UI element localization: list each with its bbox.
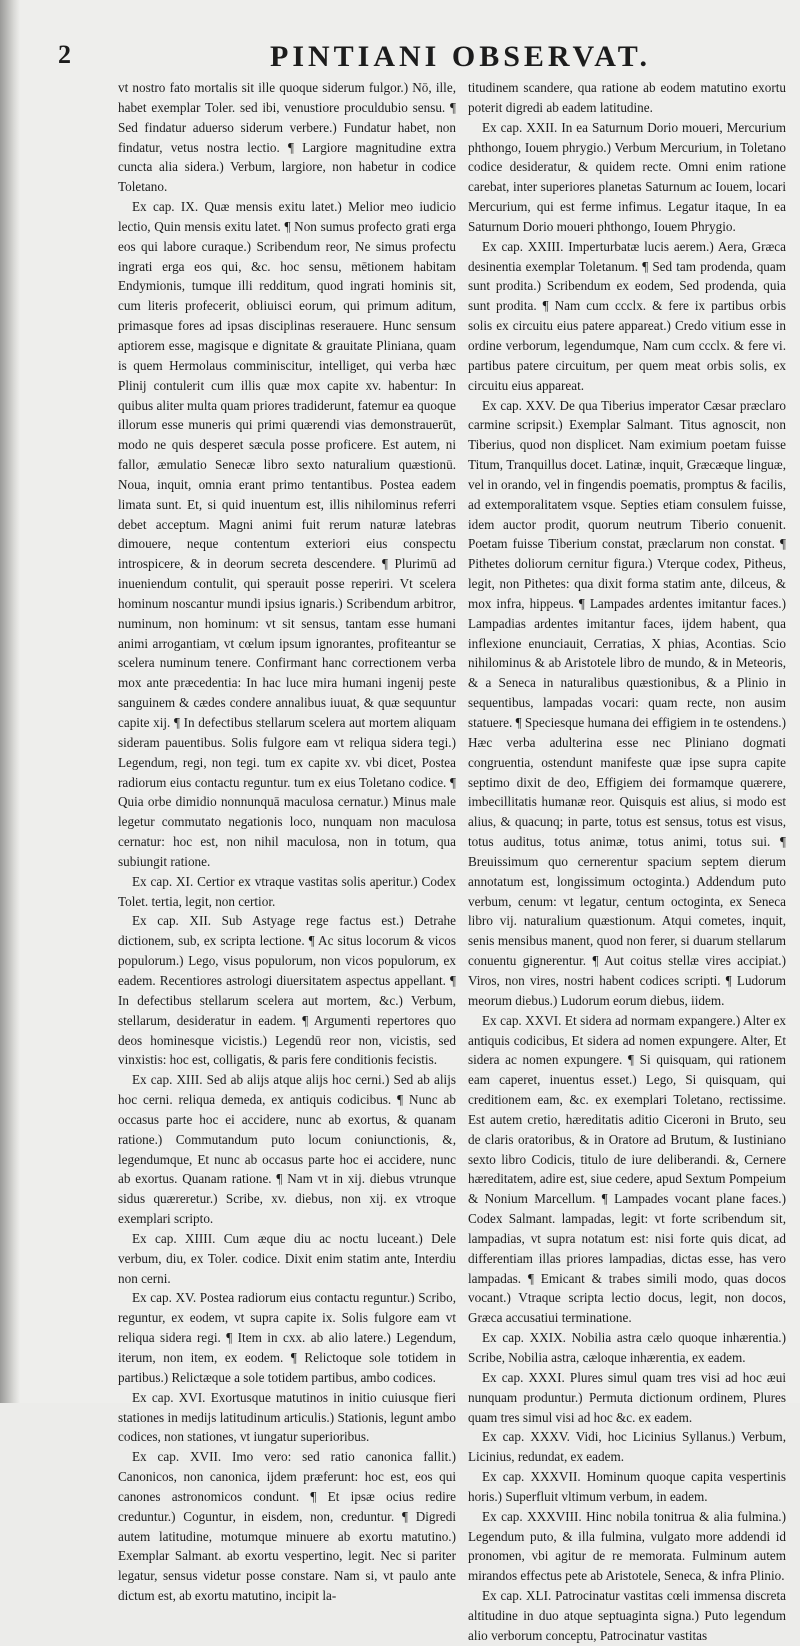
paragraph: titudinem scandere, qua ratione ab eodem matutino exortu poterit digredi ab eadem latitudine. <box>468 80 786 115</box>
paragraph: Ex cap. XXV. De qua Tiberius imperator Cæsar præclaro carmine scripsit.) Exemplar Salmant. Titus agnoscit, non Tiberius, quod non displicet. Nam eximium poetam fuisse Titum, Tranquillus docet. Latinæ, inquit, Græcæque linguæ, vel in orando, vel in fingendis poematis, promptus & facilis, ad extemporalitatem vsque. Septies etiam consulem fuisse, idem auctor prodit, quorum neutrum Tiberio conuenit. Poetam fuisse Tiberium constat, præclarum non constat. ¶ Pithetes doliorum cernitur figura.) Vterque codex, Pitheus, legit, non Pithetes: qua dixit forma statim ante, dilceus, & mox infra, hippeus. ¶ Lampades ardentes imitantur faces.) Lampadias ardentes imitantur faces, ijdem habent, qua inflexione enunciauit, Cerratias, X phias, Acontias. Scio nihilominus & ab Aristotele libro de mundo, & in Meteoris, & a Seneca in naturalibus quæstionibus, & a Plinio in sequentibus, lampadas vocari: quam recte, non ausim statuere. ¶ Speciesque humana dei effigiem in te ostendens.) Hæc verba adulterina esse nec Pliniano dogmati congruentia, ostendunt manifeste quæ ipse supra capite septimo dixit de deo, Effigiem dei formamque quærere, imbecillitatis humanæ reor. Quisquis est alius, si modo est alius, & quacunq; in parte, totus est sensus, totus est visus, totus auditus, totus animæ, totus animi, totus sui. ¶ Breuissimum quo cernerentur spacium septem dierum annotatum est, longissimum octoginta.) Addendum puto verbum, cenum: vt legatur, centum octoginta, ex Seneca libro vij. naturalium quæstionum. Atqui cometes, inquit, senis mensibus manent, quod non ferer, si duarum stellarum conuentu gignerentur. ¶ Aut coitus stellæ vires accipiat.) Viros, non vires, nostri habent codices scripti. ¶ Ludorum meorum diebus.) Ludorum eorum diebus, iidem. <box>468 397 786 1008</box>
paragraph: Ex cap. XI. Certior ex vtraque vastitas solis aperitur.) Codex Tolet. tertia, legit, non certior. <box>118 873 456 909</box>
paragraph: Ex cap. XXVI. Et sidera ad normam expangere.) Alter ex antiquis codicibus, Et sidera ad nomen expungere. Alter, Et sidera ac nomen expungere. ¶ Si quisquam, qui rationem eam caperet, inuentus esset.) Lego, Si quisquam, qui creditionem eam, &c. ex exemplari Toletano, rectissime. Est autem cretio, hæreditatis aditio Ciceroni in Bruto, seu de claris oratoribus, & in Oratore ad Brutum, & Iustiniano sexto libro Codicis, titulo de iure deliberandi. &, Cernere hæreditatem, adire est, siue cedere, apud Sextum Pompeium & Nonium Marcellum. ¶ Lampades vocant plane faces.) Codex Salmant. lampadas, legit: vt forte scribendum sit, lampadias, vt supra notatum est: nisi forte quis dicat, ad differentiam illas priores lampadias, dictas esse, has vero lampadas. ¶ Emicant & trabes simili modo, quas docos vocant.) Vtraque scripta lectio docus, legit, non docos, Græca accusatiui terminatione. <box>468 1012 786 1326</box>
right-column <box>468 78 786 1646</box>
left-column <box>118 78 456 1606</box>
paragraph: Ex cap. XXXV. Vidi, hoc Licinius Syllanus.) Verbum, Licinius, redundat, ex eadem. <box>468 1429 786 1465</box>
paragraph: Ex cap. XII. Sub Astyage rege factus est.) Detrahe dictionem, sub, ex scripta lectione. ¶ Ac situs locorum & vicos populorum.) Lego, visus populorum, non vicos populorum, ex eadem. Recentiores astrologi diuersitatem aspectus appellant. ¶ In defectibus stellarum scelera aut mortem, &c.) Verbum, stellarum, desideratur in eadem. ¶ Argumenti repertores quo deos hominesque vicistis.) Legendū reor non, vicistis, sed vinxistis: hoc est, colligatis, & paris fere conditionis fecistis. <box>118 913 456 1068</box>
paragraph: Ex cap. IX. Quæ mensis exitu latet.) Melior meo iudicio lectio, Quin mensis exitu latet. ¶ Non sumus profecto grati erga eos qui labore curaque.) Scribendum reor, Ne simus profectu ingrati erga eos qui, &c. hoc sensu, mētionem habitam Endymionis, tumque illi redditum, quod ingrati hominis sit, cum literis profecerit, obliuisci eorum, qui primum aditum, primasque fores ad ipsas disciplinas reserauere. Hunc sensum aptiorem esse, magisque e dignitate & grauitate Pliniana, quam is quem Hermolaus comminiscitur, intelliget, qui verba hæc Plinij contulerit cum illis quæ mox capite xv. habentur: In quibus aliter multa quam priores tradiderunt, fatemur ea quoque illorum esse muneris qui primi quærendi vias demonstrauerūt, modo ne quis desperet sæcula posse proficere. Est autem, ni fallor, æmulatio Senecæ libro sexto naturalium quæstionū. Noua, inquit, omnia erant primo tentantibus. Postea eadem limata sunt. Et, si quid inuentum est, illis nihilominus referri debet acceptum. Magni animi fuit rerum naturæ latebras dimouere, neque contentum exteriori eius conspectu introspicere, & in deorum secreta descendere. ¶ Plurimū ad inueniendum contulit, qui sperauit posse reperiri. Vt scelera hominum noscantur mundi ipsius ignaris.) Scribendum arbitror, numinum, non hominum: vt sit sensus, tantam esse humani animi arrogantiam, vt cœlum ipsum ignorantes, profiteantur se scelera numinum tenere. Confirmant hanc correctionem verba mox ante præcedentia: In hac luce mira humani ingenij peste sanguinem & cædes condere annalibus iuuat, & quæ sequuntur capite xij. ¶ In defectibus stellarum scelera aut mortem aliquam sideram pauentibus. Solis fulgore eam vt reliqua sidera tegi.) Legendum, regi, non tegi. tum ex capite xv. vbi dicet, Postea radiorum eius contactu reguntur. tum ex eius Toletano codice. ¶ Quia orbe dimidio nonnunquā maculosa cernatur.) Minus male legetur commutato negationis loco, nunquam non maculosa cernatur: hoc est, non nihil maculosa, non in totum, qua subiungit ratione. <box>118 199 456 869</box>
page-number: 2 <box>58 40 71 69</box>
paragraph: Ex cap. XVII. Imo vero: sed ratio canonica fallit.) Canonicos, non canonica, ijdem præferunt: hoc est, eos qui canones astronomicos condunt. ¶ Et ipsæ ocius redire creduntur.) Coguntur, in eisdem, non, creduntur. ¶ Digredi autem latitudine, motumque minuere ab exortu matutino.) Exemplar Salmant. ab exortu vespertino, legit. Nec si pariter legatur, sensus videtur posse constare. Nam si, vt paulo ante dictum est, ab exortu matutino, incipit la- <box>118 1449 456 1604</box>
paragraph: Ex cap. XXIII. Imperturbatæ lucis aerem.) Aera, Græca desinentia exemplar Toletanum. ¶ Sed tam prodenda, quam sunt prodita.) Scribendum ex eodem, Sed prodenda, quia sunt prodita. ¶ Nam cum ccclx. & fere ix partibus orbis solis ex circuitu eius patere appareat.) Credo vitium esse in ordine verborum, legendumque, Nam cum ccclx. & fere vi. partibus patere circuitum, per quem meat orbis solis, ex circuitu eius appareat. <box>468 238 786 393</box>
paragraph: Ex cap. XIII. Sed ab alijs atque alijs hoc cerni.) Sed ab alijs hoc cerni. reliqua demeda, ex antiquis codicibus. ¶ Nunc ab occasus parte hoc ei accidere, nunc ab exortus, & quanam ratione.) Commutandum puto locum coniunctionis, &, legendumque, Et nunc ab occasus parte hoc ei accidere, nunc ab exortus. Quanam ratione. ¶ Nam vt in xij. diebus vtrunque sidus quæreretur.) Scribe, xv. diebus, non xij. ex vtroque exemplari scripto. <box>118 1072 456 1227</box>
paragraph: Ex cap. XXXVIII. Hinc nobila tonitrua & alia fulmina.) Legendum puto, & illa fulmina, vulgato more addendi id pronomen, vbi agitur de re memorata. Fulminum autem mirandos effectus pete ab Aristotele, Seneca, & infra Plinio. <box>468 1508 786 1584</box>
paragraph: vt nostro fato mortalis sit ille quoque siderum fulgor.) Nō, ille, habet exemplar Toler. sed ibi, venustiore proculdubio sensu. ¶ Sed findatur aduerso siderum verbere.) Fundatur habet, non findatur, vetus nostra lectio. ¶ Largiore magnitudine extra cuncta alia sidera.) Verbum, largiore, non habetur in codice Toletano. <box>118 80 456 195</box>
page-spine-shadow <box>0 0 20 1403</box>
paragraph: Ex cap. XXXI. Plures simul quam tres visi ad hoc æui nunquam produntur.) Permuta dictionum ordinem, Plures quam tres simul visi ad hoc &c. ex eadem. <box>468 1369 786 1425</box>
paragraph: Ex cap. XXII. In ea Saturnum Dorio moueri, Mercurium phthongo, Iouem phrygio.) Verbum Mercurium, in Toletano codice desideratur, & quidem recte. Omni enim ratione carebat, inter superiores planetas Saturnum ac Iouem, locari Mercurium, qui est ferme infimus. Legatur itaque, In ea Saturnum Dorio moueri phthongo, Iouem Phrygio. <box>468 119 786 234</box>
paragraph: Ex cap. XLI. Patrocinatur vastitas cœli immensa discreta altitudine in duo atque septuaginta signa.) Puto legendum alio verborum conceptu, Patrocinatur vastitas <box>468 1588 786 1643</box>
paragraph: Ex cap. XXXVII. Hominum quoque capita vespertinis horis.) Superfluit vltimum verbum, in eadem. <box>468 1469 786 1504</box>
running-title: PINTIANI OBSERVAT. <box>270 40 652 73</box>
paragraph: Ex cap. XVI. Exortusque matutinos in initio cuiusque fieri stationes in medijs latitudinum articulis.) Stationis, legunt ambo codices, non stationes, vt iungatur superioribus. <box>118 1389 456 1445</box>
paragraph: Ex cap. XV. Postea radiorum eius contactu reguntur.) Scribo, reguntur, ex eodem, vt supra capite ix. Solis fulgore eam vt reliqua sidera regi. ¶ Item in cxx. ab alio latere.) Legendum, iterum, non item, ex eodem. ¶ Relictoque sole totidem in partibus.) Relictæque a sole totidem partibus, ambo codices. <box>118 1290 456 1385</box>
paragraph: Ex cap. XXIX. Nobilia astra cælo quoque inhærentia.) Scribe, Nobilia astra, cæloque inhærentia, ex eadem. <box>468 1330 786 1365</box>
paragraph: Ex cap. XIIII. Cum æque diu ac noctu luceant.) Dele verbum, diu, ex Toler. codice. Dixit enim statim ante, Interdiu non cerni. <box>118 1230 456 1286</box>
